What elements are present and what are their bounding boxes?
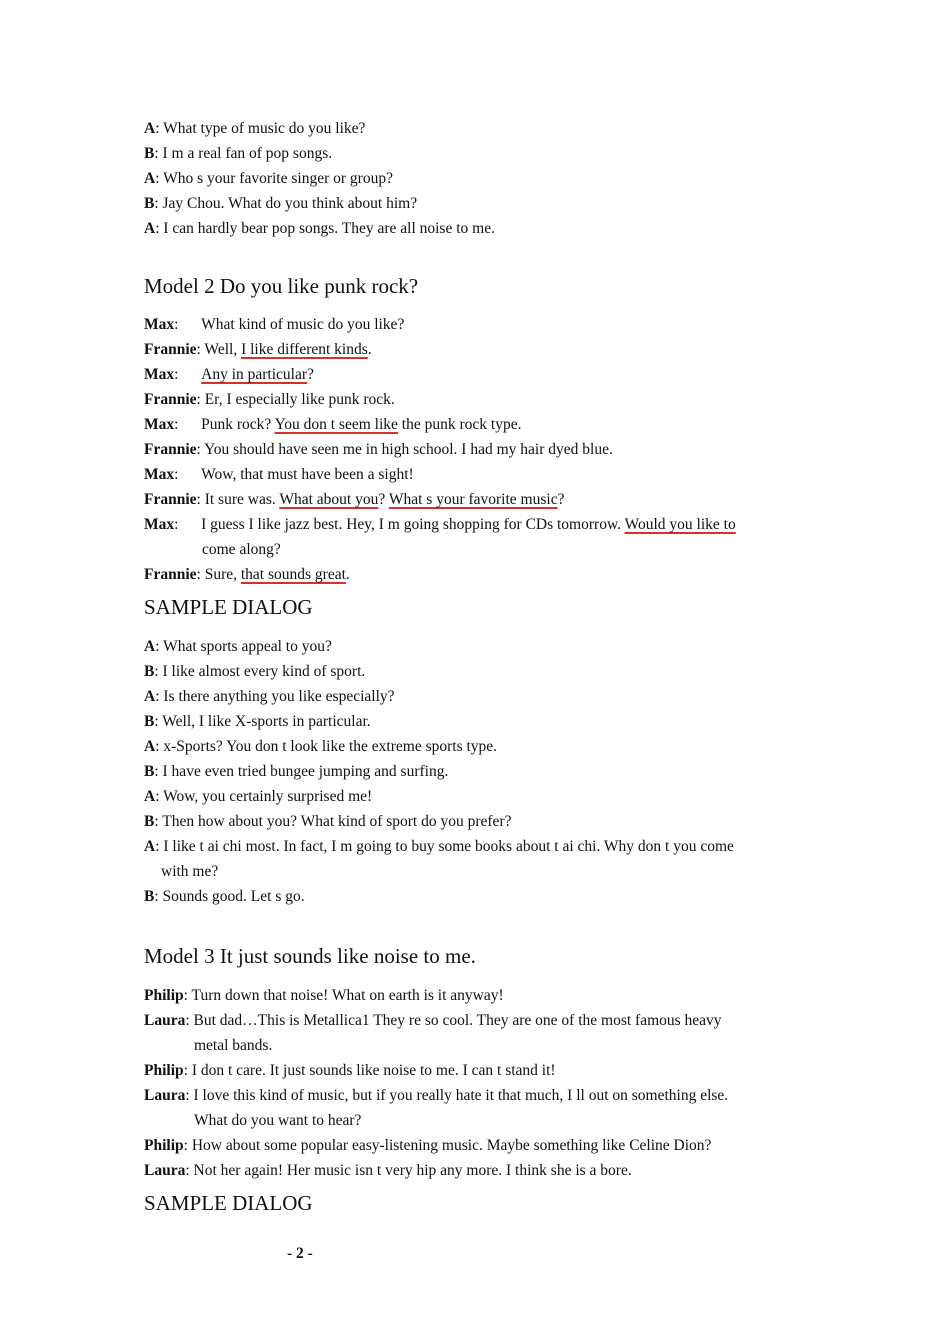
dialog-line: Frannie: It sure was. What about you? What s your favorite music? bbox=[144, 491, 565, 508]
speaker-label: Philip bbox=[144, 1062, 184, 1079]
model-3-title: Model 3 It just sounds like noise to me. bbox=[144, 944, 476, 968]
speaker-label: Frannie bbox=[144, 566, 197, 583]
underlined-phrase: What s your favorite music bbox=[388, 491, 558, 508]
speaker-label: B bbox=[144, 663, 155, 680]
speaker-label: A bbox=[144, 738, 156, 755]
dialog-line: Laura: I love this kind of music, but if you really hate it that much, I ll out on something else. bbox=[144, 1087, 729, 1104]
speaker-label: B bbox=[144, 763, 155, 780]
page-number: - 2 - bbox=[287, 1245, 313, 1262]
speaker-label: Frannie bbox=[144, 391, 197, 408]
model-3-dialog bbox=[144, 983, 808, 1183]
dialog-text: : Er, I especially like punk rock. bbox=[196, 391, 395, 408]
speaker-label: A bbox=[144, 220, 156, 237]
dialog-line: Laura: Not her again! Her music isn t very hip any more. I think she is a bore. bbox=[144, 1162, 632, 1179]
dialog-line-continuation: with me? bbox=[161, 863, 219, 880]
speaker-label: A bbox=[144, 688, 156, 705]
dialog-line: Max: What kind of music do you like? bbox=[144, 316, 405, 333]
speaker-label: Frannie bbox=[144, 341, 197, 358]
speaker-label: A bbox=[144, 838, 156, 855]
dialog-line: A: Is there anything you like especially? bbox=[144, 688, 395, 705]
dialog-line bbox=[144, 191, 808, 216]
speaker-label: Max bbox=[144, 466, 175, 483]
speaker-label: B bbox=[144, 195, 155, 212]
underlined-phrase: You don t seem like bbox=[274, 416, 398, 433]
dialog-text: What kind of music do you like? bbox=[201, 316, 405, 333]
speaker-label: Frannie bbox=[144, 491, 197, 508]
dialog-line: A: What sports appeal to you? bbox=[144, 638, 332, 655]
dialog-1 bbox=[144, 116, 808, 241]
speaker-label: Max bbox=[144, 416, 175, 433]
sample-dialog-2-title: SAMPLE DIALOG bbox=[144, 1191, 313, 1215]
model-2-dialog bbox=[144, 312, 808, 587]
dialog-line: B: Then how about you? What kind of sport do you prefer? bbox=[144, 813, 512, 830]
dialog-line: Max: Any in particular? bbox=[144, 366, 314, 383]
speaker-label: Frannie bbox=[144, 441, 197, 458]
speaker-label: A bbox=[144, 638, 156, 655]
underlined-phrase: Any in particular bbox=[201, 366, 308, 383]
dialog-line: Philip: I don t care. It just sounds like noise to me. I can t stand it! bbox=[144, 1062, 556, 1079]
speaker-label: Laura bbox=[144, 1162, 186, 1179]
underlined-phrase: What about you bbox=[279, 491, 379, 508]
speaker-label: A bbox=[144, 788, 156, 805]
dialog-line-continuation: metal bands. bbox=[194, 1037, 273, 1054]
model-2-title: Model 2 Do you like punk rock? bbox=[144, 274, 419, 298]
speaker-label: Max bbox=[144, 316, 175, 333]
dialog-line: A: Wow, you certainly surprised me! bbox=[144, 788, 373, 805]
dialog-line: A: x-Sports? You don t look like the extreme sports type. bbox=[144, 738, 498, 755]
dialog-line: B: Well, I like X-sports in particular. bbox=[144, 713, 371, 730]
speaker-label: B bbox=[144, 888, 155, 905]
dialog-line-continuation: come along? bbox=[202, 541, 281, 558]
dialog-line: Frannie: Sure, that sounds great. bbox=[144, 566, 350, 583]
document-page bbox=[144, 116, 808, 1217]
dialog-text: : What type of music do you like? bbox=[155, 120, 366, 137]
dialog-text: : Who s your favorite singer or group? bbox=[155, 170, 393, 187]
sample-dialog-title: SAMPLE DIALOG bbox=[144, 595, 313, 619]
dialog-text: : I can hardly bear pop songs. They are all noise to me. bbox=[155, 220, 495, 237]
speaker-label: A bbox=[144, 120, 156, 137]
dialog-line bbox=[144, 387, 808, 412]
speaker-label: B bbox=[144, 813, 155, 830]
speaker-label: Max bbox=[144, 516, 175, 533]
underlined-phrase: Would you like to bbox=[624, 516, 736, 533]
dialog-line bbox=[144, 166, 808, 191]
dialog-line: Philip: Turn down that noise! What on earth is it anyway! bbox=[144, 987, 504, 1004]
dialog-line: Max: I guess I like jazz best. Hey, I m going shopping for CDs tomorrow. Would you like to bbox=[144, 516, 736, 533]
dialog-line: A: I like t ai chi most. In fact, I m going to buy some books about t ai chi. Why don t you come bbox=[144, 838, 734, 855]
sample-dialog-1 bbox=[144, 634, 808, 909]
dialog-text: Wow, that must have been a sight! bbox=[201, 466, 414, 483]
dialog-line: Laura: But dad…This is Metallica1 They re so cool. They are one of the most famous heavy bbox=[144, 1012, 722, 1029]
dialog-text: : Jay Chou. What do you think about him? bbox=[154, 195, 418, 212]
dialog-line bbox=[144, 437, 808, 462]
speaker-label: Laura bbox=[144, 1087, 186, 1104]
speaker-label: A bbox=[144, 170, 156, 187]
dialog-line bbox=[144, 141, 808, 166]
underlined-phrase: I like different kinds bbox=[241, 341, 368, 358]
dialog-text: : You should have seen me in high school. I had my hair dyed blue. bbox=[196, 441, 613, 458]
speaker-label: Philip bbox=[144, 1137, 184, 1154]
speaker-label: B bbox=[144, 145, 155, 162]
dialog-line: B: I like almost every kind of sport. bbox=[144, 663, 366, 680]
dialog-line: B: Sounds good. Let s go. bbox=[144, 888, 305, 905]
dialog-line: Max: Wow, that must have been a sight! bbox=[144, 466, 414, 483]
dialog-line: Max: Punk rock? You don t seem like the punk rock type. bbox=[144, 416, 522, 433]
dialog-line bbox=[144, 116, 808, 141]
speaker-label: Philip bbox=[144, 987, 184, 1004]
dialog-line: Philip: How about some popular easy-listening music. Maybe something like Celine Dion? bbox=[144, 1137, 712, 1154]
speaker-label: Laura bbox=[144, 1012, 186, 1029]
underlined-phrase: that sounds great bbox=[240, 566, 346, 583]
speaker-label: Max bbox=[144, 366, 175, 383]
dialog-text: : I m a real fan of pop songs. bbox=[154, 145, 333, 162]
dialog-line: Frannie: Well, I like different kinds. bbox=[144, 341, 372, 358]
speaker-label: B bbox=[144, 713, 155, 730]
dialog-line: B: I have even tried bungee jumping and surfing. bbox=[144, 763, 449, 780]
dialog-line-continuation: What do you want to hear? bbox=[194, 1112, 362, 1129]
dialog-line bbox=[144, 216, 808, 241]
